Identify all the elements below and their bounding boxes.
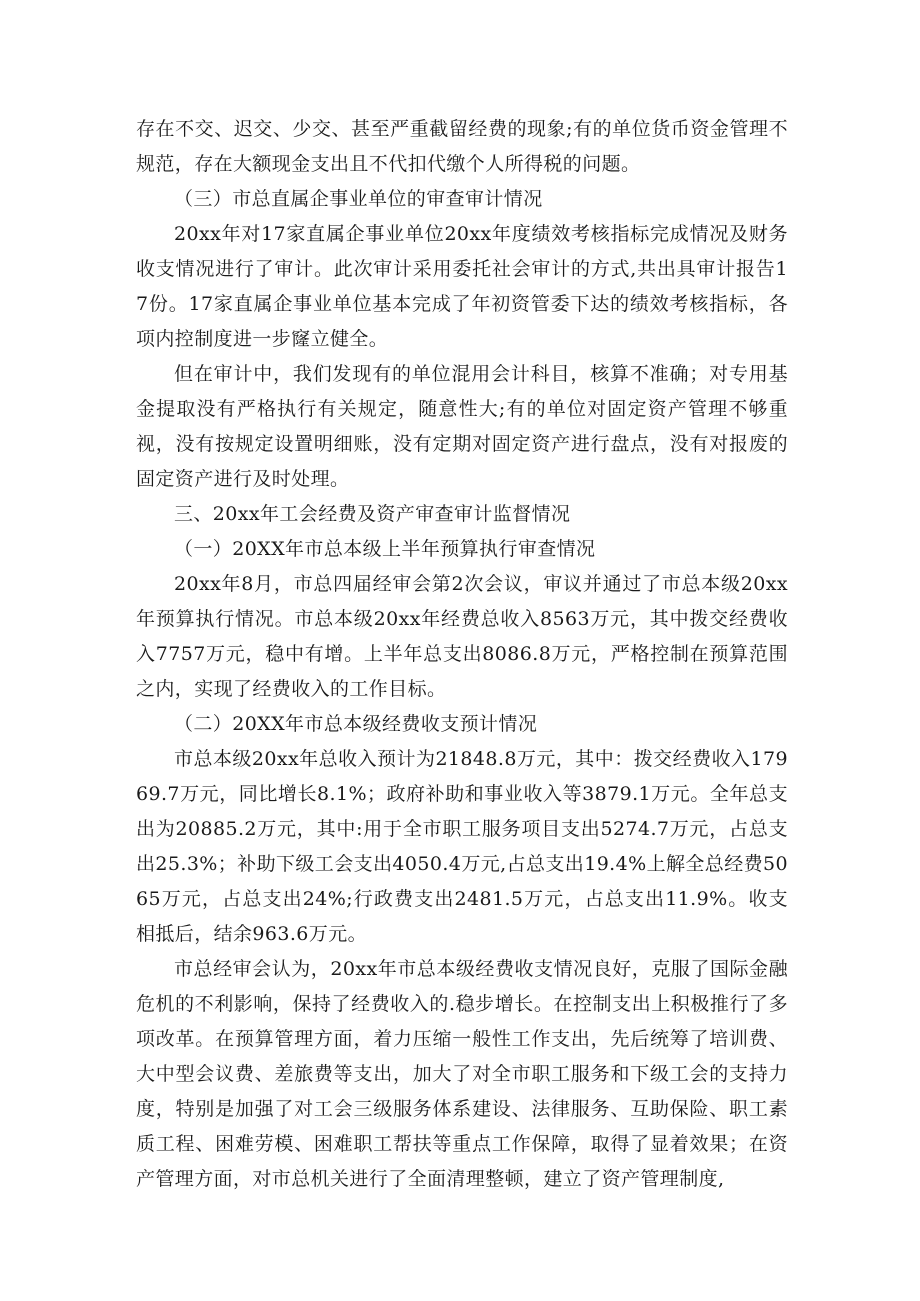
paragraph-1: 存在不交、迟交、少交、甚至严重截留经费的现象;有的单位货币资金管理不规范，存在大额现金支出且不代扣代缴个人所得税的问题。 bbox=[136, 118, 788, 175]
document-page bbox=[136, 112, 788, 1197]
section-heading-main-3: 三、20xx年工会经费及资产审查审计监督情况 bbox=[174, 503, 571, 525]
section-heading-2: （二）20XX年市总本级经费收支预计情况 bbox=[174, 713, 538, 735]
paragraph-3: 但在审计中，我们发现有的单位混用会计科目，核算不准确；对专用基金提取没有严格执行有关规定，随意性大;有的单位对固定资产管理不够重视，没有按规定设置明细账，没有定期对固定资产进行盘点，没有对报废的固定资产进行及时处理。 bbox=[136, 363, 788, 490]
paragraph-6: 市总经审会认为，20xx年市总本级经费收支情况良好，克服了国际金融危机的不利影响，保持了经费收入的.稳步增长。在控制支出上积极推行了多项改革。在预算管理方面，着力压缩一般性工作支出，先后统筹了培训费、大中型会议费、差旅费等支出，加大了对全市职工服务和下级工会的支持力度，特别是加强了对工会三级服务体系建设、法律服务、互助保险、职工素质工程、困难劳模、困难职工帮扶等重点工作保障，取得了显着效果；在资产管理方面，对市总机关进行了全面清理整顿，建立了资产管理制度, bbox=[136, 958, 788, 1190]
section-heading-3: （三）市总直属企事业单位的审查审计情况 bbox=[174, 188, 543, 210]
paragraph-4: 20xx年8月，市总四届经审会第2次会议，审议并通过了市总本级20xx年预算执行情况。市总本级20xx年经费总收入8563万元，其中拨交经费收入7757万元，稳中有增。上半年总支出8086.8万元，严格控制在预算范围之内，实现了经费收入的工作目标。 bbox=[136, 573, 788, 700]
paragraph-2: 20xx年对17家直属企事业单位20xx年度绩效考核指标完成情况及财务收支情况进行了审计。此次审计采用委托社会审计的方式,共出具审计报告17份。17家直属企事业单位基本完成了年初资管委下达的绩效考核指标，各项内控制度进一步窿立健全。 bbox=[136, 223, 788, 350]
section-heading-1: （一）20XX年市总本级上半年预算执行审查情况 bbox=[174, 538, 596, 560]
paragraph-5: 市总本级20xx年总收入预计为21848.8万元，其中：拨交经费收入17969.7万元，同比增长8.1%；政府补助和事业收入等3879.1万元。全年总支出为20885.2万元，其中:用于全市职工服务项目支出5274.7万元，占总支出25.3%；补助下级工会支出4050.4万元,占总支出19.4%上解全总经费5065万元，占总支出24%;行政费支出2481.5万元，占总支出11.9%。收支相抵后，结余963.6万元。 bbox=[136, 748, 788, 945]
